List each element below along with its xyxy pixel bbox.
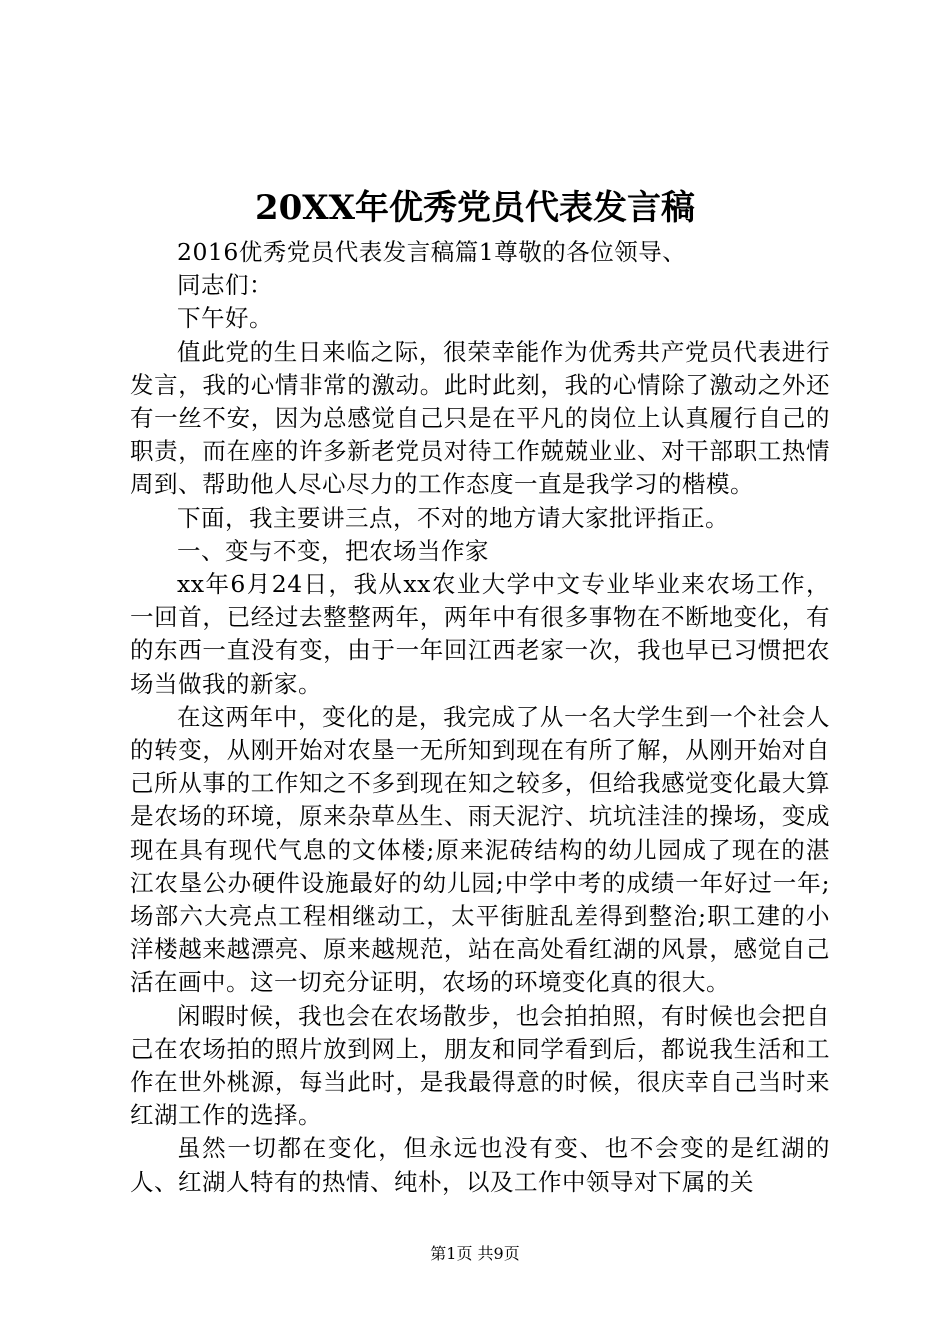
paragraph-changes: 在这两年中，变化的是，我完成了从一名大学生到一个社会人的转变，从刚开始对农垦一无所知到现在有所了解，从刚开始对自己所从事的工作知之不多到现在知之较多，但给我感觉变化最大算是农场的环境，原来杂草丛生、雨天泥泞、坑坑洼洼的操场，变成现在具有现代气息的文体楼;原来泥砖结构的幼儿园成了现在的湛江农垦公办硬件设施最好的幼儿园;中学中考的成绩一年好过一年;场部六大亮点工程相继动工，太平街脏乱差得到整治;职工建的小洋楼越来越漂亮、原来越规范，站在高处看红湖的风景，感觉自己活在画中。这一切充分证明，农场的环境变化真的很大。 (130, 702, 830, 997)
paragraph-graduation: xx年6月24日，我从xx农业大学中文专业毕业来农场工作，一回首，已经过去整整两年，两年中有很多事物在不断地变化，有的东西一直没有变，由于一年回江西老家一次，我也早已习惯把农场当做我的新家。 (130, 570, 830, 698)
paragraph-greeting: 下午好。 (177, 304, 273, 333)
document-title: 20XX年优秀党员代表发言稿 (254, 188, 696, 228)
section-heading: 一、变与不变，把农场当作家 (177, 536, 489, 565)
document-body (130, 236, 830, 1199)
paragraph-salutation: 同志们： (177, 271, 273, 300)
paragraph-leisure: 闲暇时候，我也会在农场散步，也会拍拍照，有时候也会把自己在农场拍的照片放到网上，朋友和同学看到后，都说我生活和工作在世外桃源，每当此时，是我最得意的时候，很庆幸自己当时来红湖工作的选择。 (130, 1001, 830, 1130)
page-footer: 第1页 共9页 (430, 1244, 520, 1263)
paragraph-introduction: 值此党的生日来临之际，很荣幸能作为优秀共产党员代表进行发言，我的心情非常的激动。此时此刻，我的心情除了激动之外还有一丝不安，因为总感觉自己只是在平凡的岗位上认真履行自己的职责，而在座的许多新老党员对待工作兢兢业业、对干部职工热情周到、帮助他人尽心尽力的工作态度一直是我学习的楷模。 (130, 337, 830, 499)
paragraph-outline: 下面，我主要讲三点，不对的地方请大家批评指正。 (177, 503, 729, 532)
paragraph-unchanged: 虽然一切都在变化，但永远也没有变、也不会变的是红湖的人、红湖人特有的热情、纯朴，以及工作中领导对下属的关 (130, 1134, 830, 1196)
paragraph-opening: 2016优秀党员代表发言稿篇1尊敬的各位领导、 (177, 238, 687, 266)
